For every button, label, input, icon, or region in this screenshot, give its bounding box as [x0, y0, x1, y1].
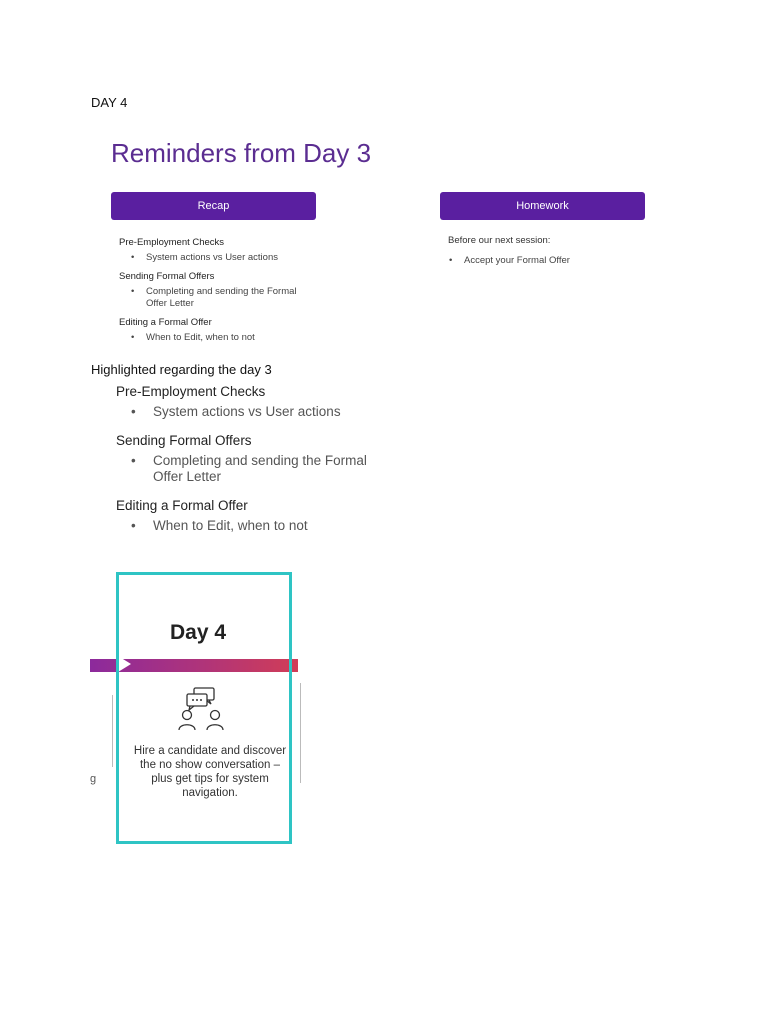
recap-section [119, 317, 339, 344]
highlight-section [116, 433, 416, 485]
highlight-bullet: • System actions vs User actions [116, 404, 416, 420]
highlight-heading: Editing a Formal Offer [116, 498, 248, 513]
highlight-section [116, 498, 416, 534]
conversation-people-icon [176, 687, 226, 731]
highlight-heading: Sending Formal Offers [116, 433, 252, 448]
slide-title: Reminders from Day 3 [111, 138, 372, 168]
highlight-title: Highlighted regarding the day 3 [91, 362, 272, 377]
homework-header: Homework [440, 192, 645, 220]
highlight-list [116, 384, 416, 547]
day-label: DAY 4 [91, 95, 128, 110]
card-description: Hire a candidate and discover the no show conversation – plus get tips for system navigation. [133, 745, 287, 799]
highlight-bullet: • When to Edit, when to not [116, 518, 416, 534]
edge-fragment: g [90, 773, 97, 785]
divider-line [300, 683, 301, 783]
recap-heading: Sending Formal Offers [119, 271, 215, 282]
recap-heading: Editing a Formal Offer [119, 317, 212, 328]
recap-heading: Pre-Employment Checks [119, 237, 225, 248]
recap-bullet: • System actions vs User actions [119, 252, 339, 264]
recap-bullet: • When to Edit, when to not [119, 332, 339, 344]
card-title: Day 4 [170, 621, 227, 644]
homework-intro: Before our next session: [448, 235, 551, 246]
recap-list [119, 237, 339, 351]
recap-header: Recap [111, 192, 316, 220]
recap-bullet: • Completing and sending the Formal Offer Letter [119, 286, 311, 310]
recap-section [119, 271, 339, 310]
homework-bullet: • Accept your Formal Offer [448, 255, 648, 267]
homework-list [448, 235, 648, 274]
highlight-section [116, 384, 416, 420]
highlight-heading: Pre-Employment Checks [116, 384, 266, 399]
divider-line [112, 695, 113, 767]
recap-section [119, 237, 339, 264]
highlight-bullet: • Completing and sending the Formal Offer Letter [116, 453, 373, 485]
